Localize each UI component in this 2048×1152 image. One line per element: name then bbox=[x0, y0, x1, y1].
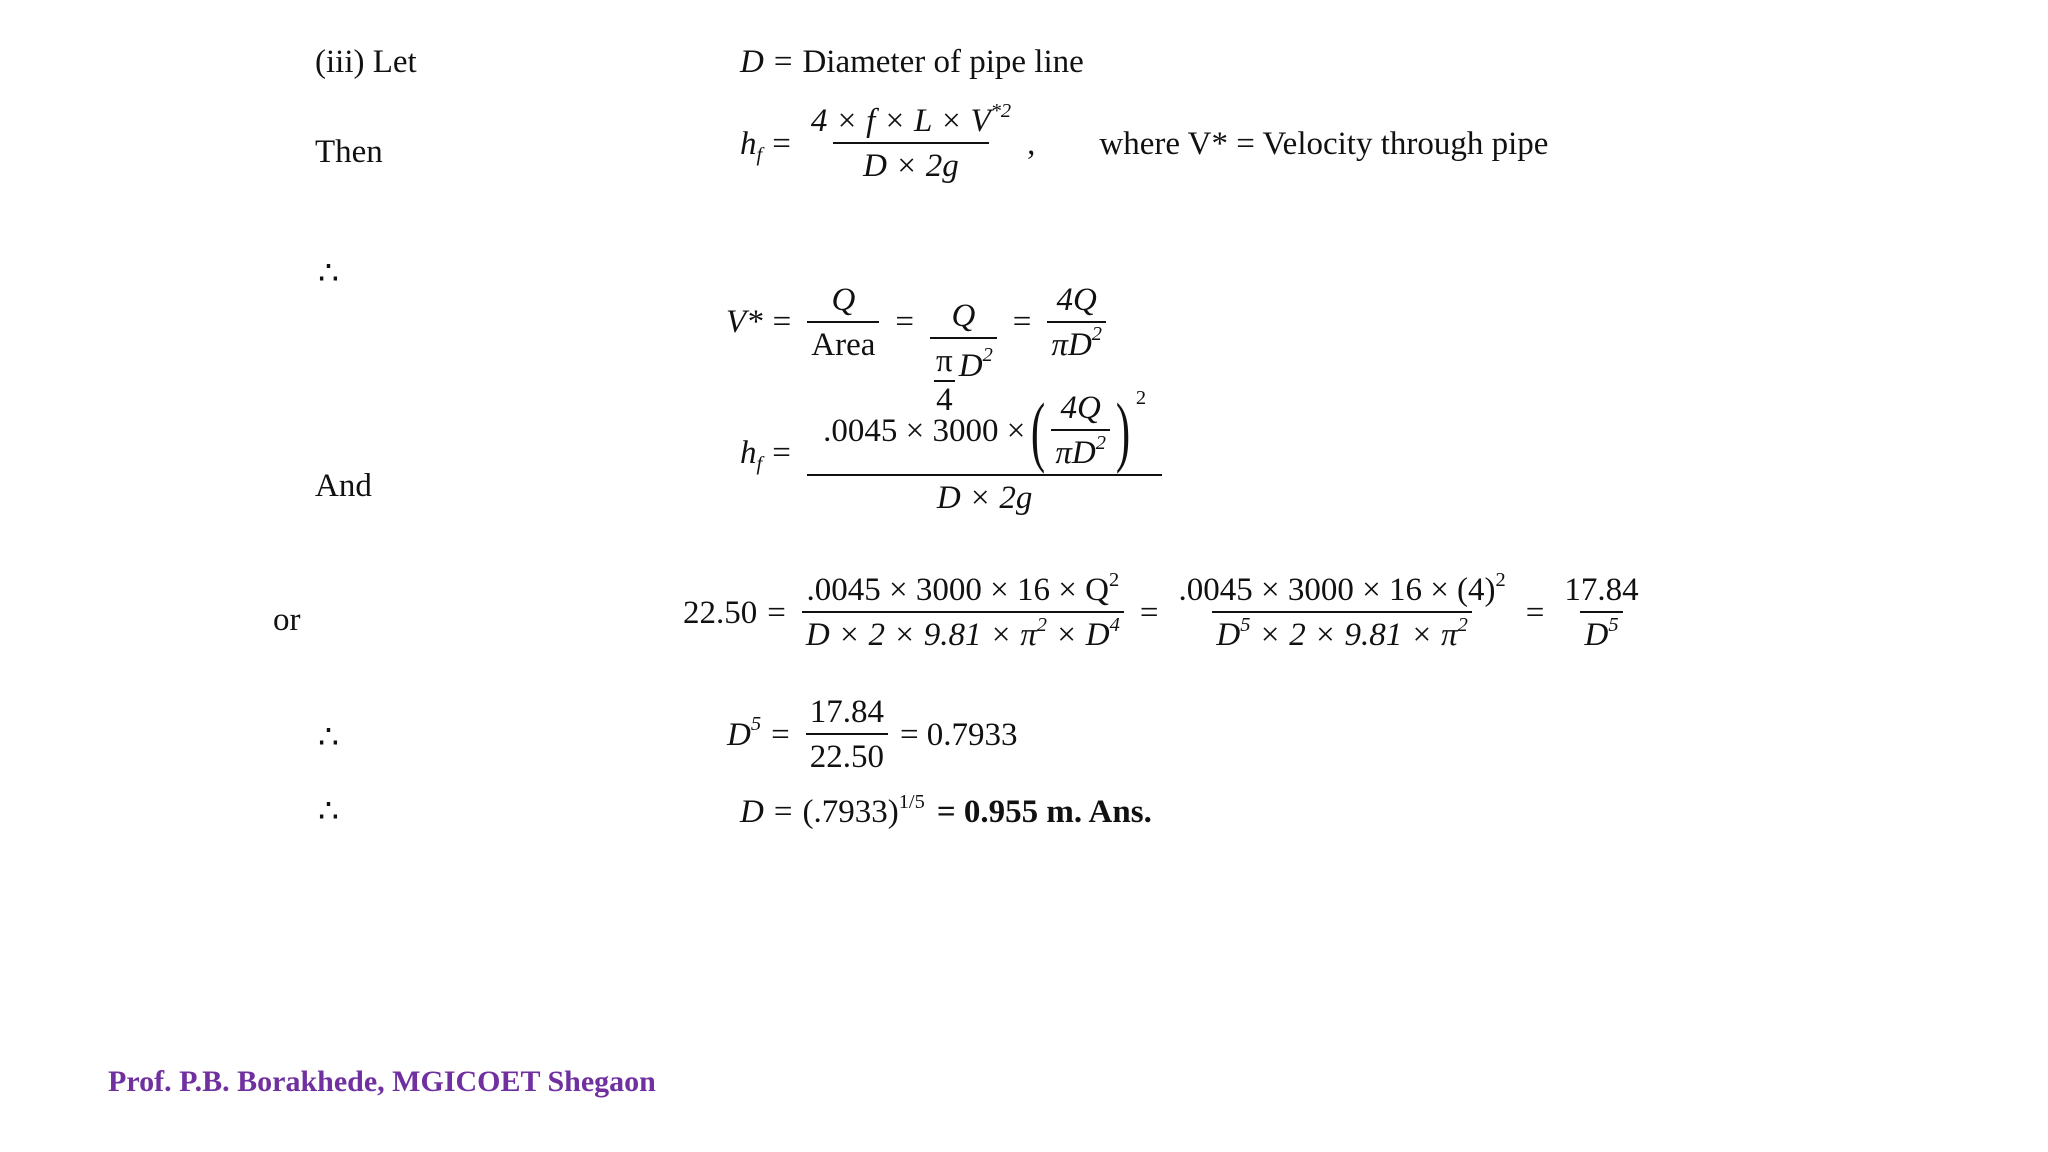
eq5-eq-2: = bbox=[1139, 594, 1159, 631]
equation-answer bbox=[740, 790, 1152, 830]
label-let: (iii) Let bbox=[315, 44, 417, 80]
label-or: or bbox=[273, 602, 301, 638]
eq3-eq-2: = bbox=[895, 304, 915, 340]
eq5-lhs: 22.50 bbox=[683, 594, 758, 631]
footer-author: Prof. P.B. Borakhede, MGICOET Shegaon bbox=[108, 1065, 656, 1098]
eq3-eq-1: = bbox=[772, 304, 792, 340]
eq1-lhs: D bbox=[740, 44, 764, 80]
equation-d5 bbox=[727, 696, 1018, 774]
eq6-result: = 0.7933 bbox=[899, 716, 1018, 753]
eq4-lhs: $h_f$ bbox=[740, 435, 763, 476]
eq5-fraction-2: $\frac{.0045 \times 3000 \times 16 \times (4)^2}{D^5 \times 2 \times 9.81 \times \pi^2}$ bbox=[1178, 568, 1506, 653]
label-therefore-3: ∴ bbox=[318, 794, 339, 830]
eq2-comma: , bbox=[1027, 125, 1036, 162]
eq4-eq: = bbox=[772, 435, 791, 471]
equation-solve bbox=[683, 568, 1649, 653]
equation-head-loss bbox=[740, 99, 1549, 184]
eq5-eq-1: = bbox=[767, 594, 786, 631]
eq3-fraction-1: $\frac{Q}{\text{Area}}$ bbox=[807, 284, 879, 362]
eq2-where: where V* = Velocity through pipe bbox=[1099, 125, 1549, 162]
eq7-eq: = bbox=[773, 794, 793, 830]
eq5-eq-3: = bbox=[1525, 594, 1545, 631]
eq6-eq: = bbox=[771, 716, 790, 753]
label-therefore-1: ∴ bbox=[318, 256, 339, 292]
label-then: Then bbox=[315, 134, 383, 170]
eq5-fraction-3: $\frac{17.84}{D^5}$ bbox=[1564, 572, 1639, 653]
equation-velocity bbox=[726, 228, 1112, 417]
eq2-lhs: $h_f$ bbox=[740, 125, 763, 166]
eq5-fraction-1: $\frac{.0045 \times 3000 \times 16 \times Q^2}{D \times 2 \times 9.81 \times \pi^2 \times D^4}$ bbox=[802, 574, 1124, 652]
eq7-lhs: D bbox=[740, 794, 764, 830]
eq2-fraction: $\frac{4 \times f \times L \times V^{*2}}{D \times 2g}$ bbox=[810, 99, 1012, 184]
eq7-result: = 0.955 m. Ans. bbox=[936, 794, 1152, 830]
eq3-fraction-2: Q $\frac{\pi}{4}$ $D^2$ bbox=[930, 300, 997, 417]
eq1-eq: = bbox=[773, 44, 793, 80]
eq1-rhs: Diameter of pipe line bbox=[802, 44, 1084, 80]
eq7-power: $(.7933)^{1/5}$ bbox=[802, 790, 925, 830]
label-therefore-2: ∴ bbox=[318, 720, 339, 756]
eq6-fraction: $\frac{17.84}{22.50}$ bbox=[806, 696, 888, 774]
eq4-fraction: .0045 × 3000 × ( $\frac{4Q}{\pi D^2}$ ) $^2$ D × 2g bbox=[807, 392, 1163, 515]
eq3-lhs: V* bbox=[726, 304, 763, 340]
eq3-eq-3: = bbox=[1012, 304, 1032, 340]
eq2-eq: = bbox=[772, 125, 791, 162]
eq3-fraction-3: $\frac{4Q}{\pi D^2}$ bbox=[1047, 284, 1106, 362]
equation-diameter bbox=[740, 46, 1084, 79]
eq6-lhs: $D^5$ bbox=[727, 713, 762, 753]
equation-head-loss-substituted bbox=[740, 387, 1168, 516]
label-and: And bbox=[315, 468, 372, 504]
